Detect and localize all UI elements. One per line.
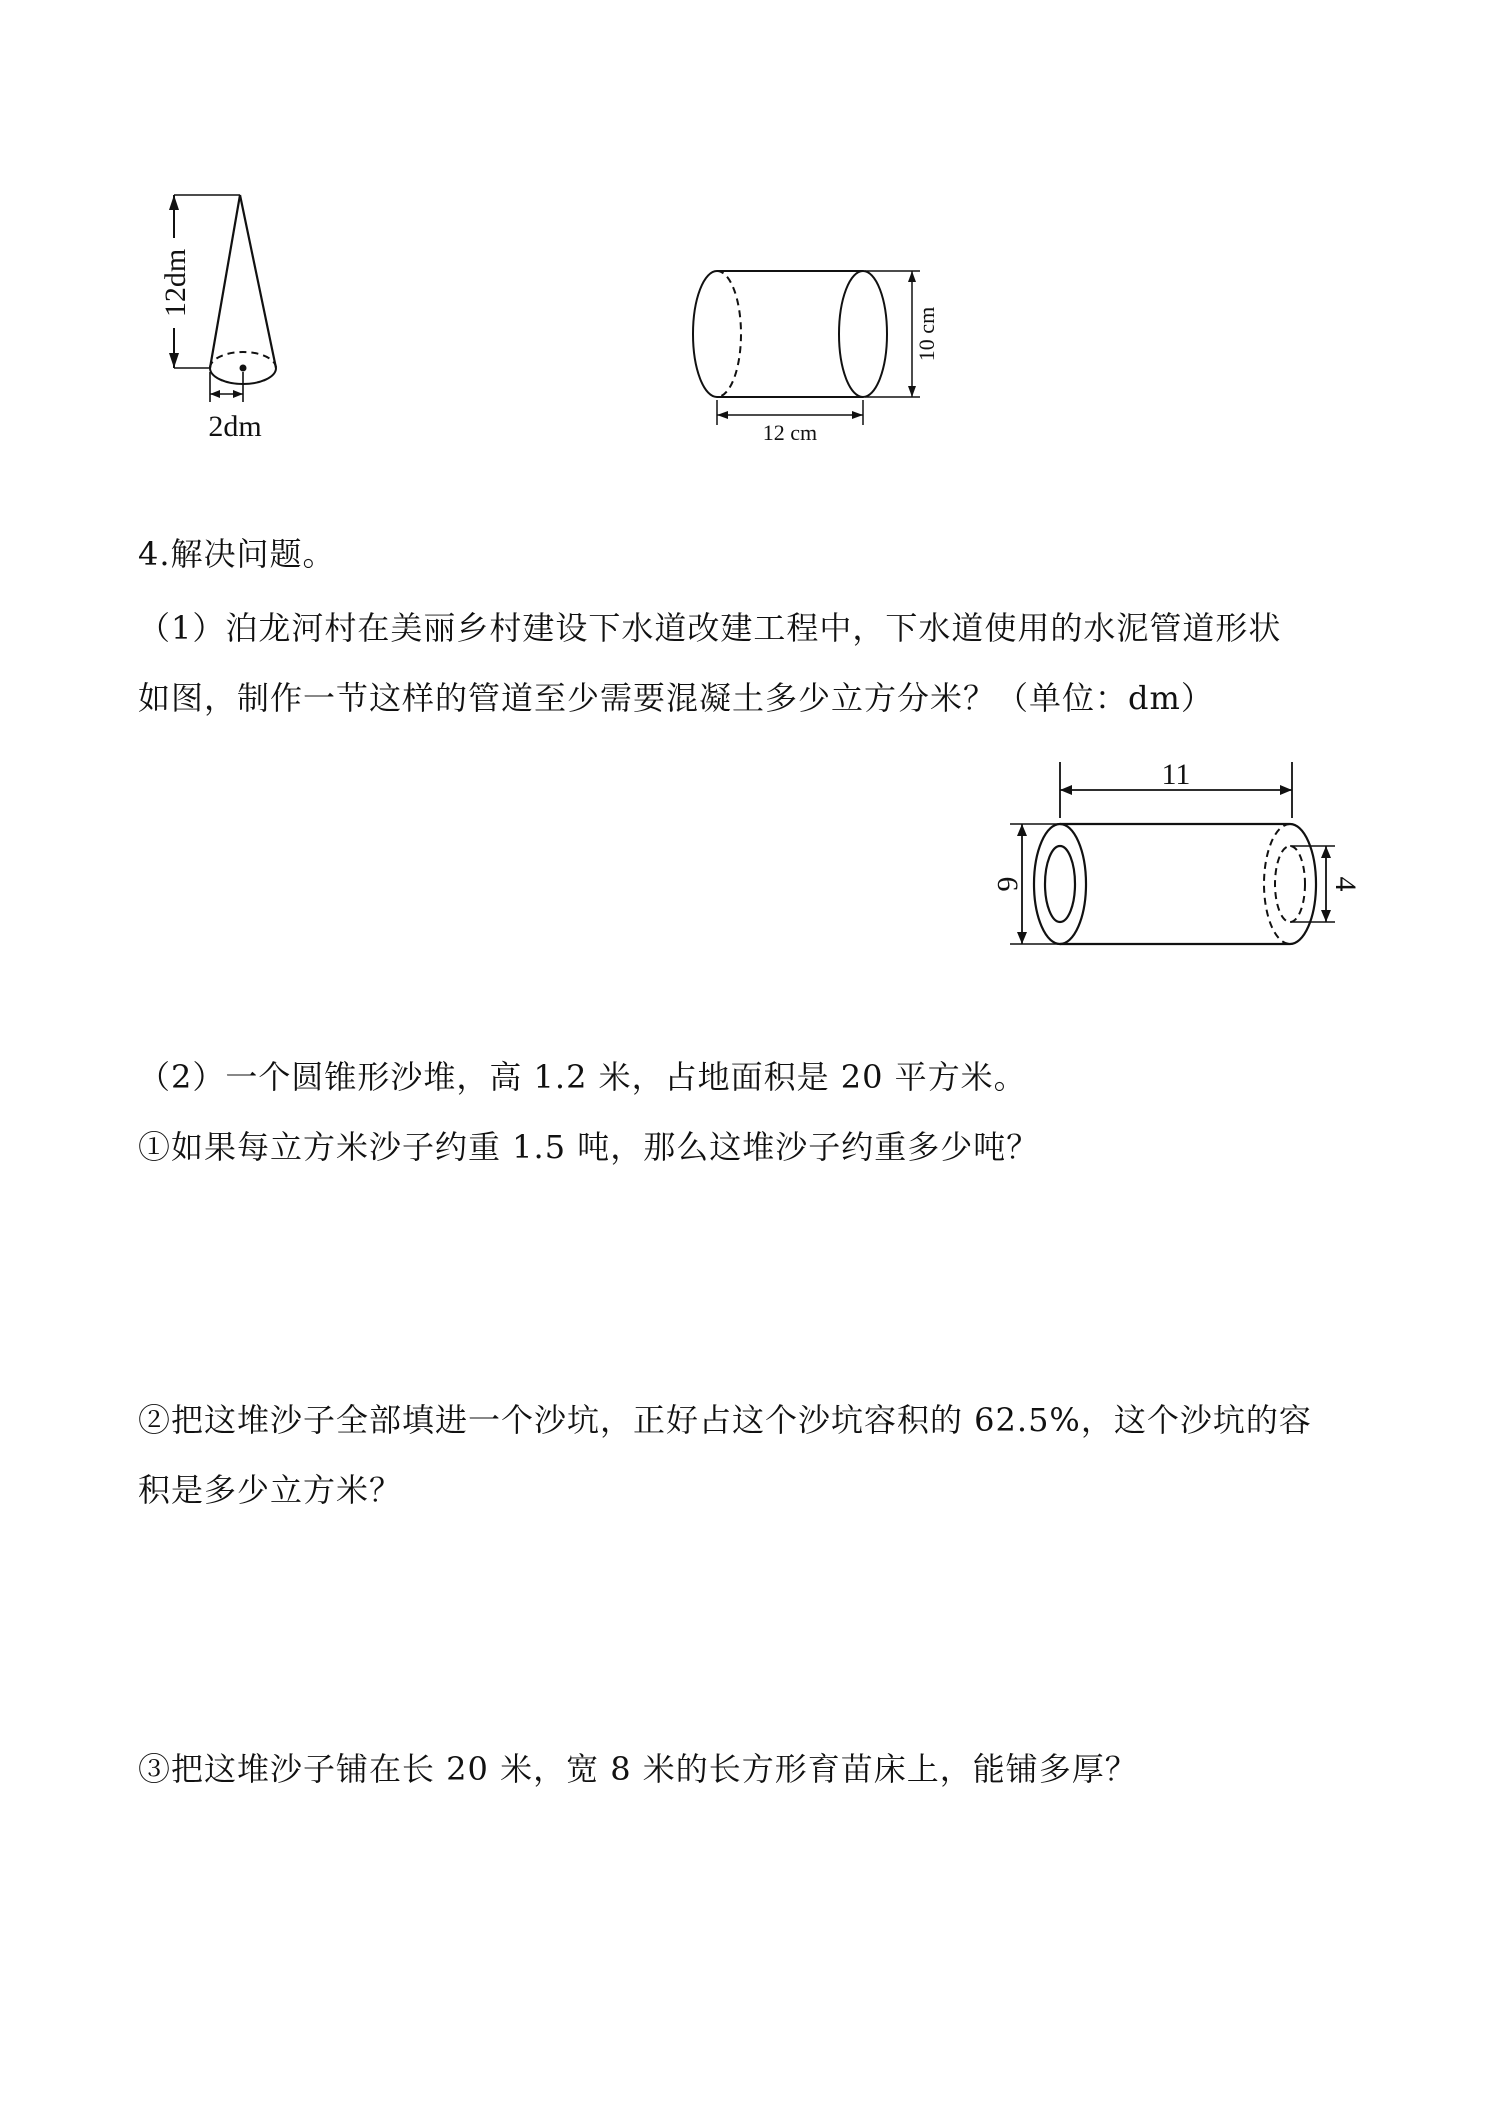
pipe-figure	[990, 760, 1360, 960]
pipe-inner-label: 4	[1329, 876, 1362, 892]
question-2-part-c: ③把这堆沙子铺在长 20 米，宽 8 米的长方形育苗床上，能铺多厚？	[138, 1750, 1138, 1788]
question-2-intro: （2）一个圆锥形沙堆，高 1.2 米，占地面积是 20 平方米。	[138, 1058, 1027, 1096]
cone-figure	[150, 180, 300, 450]
question-2-part-b-line-1: ②把这堆沙子全部填进一个沙坑，正好占这个沙坑容积的 62.5%，这个沙坑的容	[138, 1401, 1312, 1439]
section-heading: 4.解决问题。	[138, 535, 336, 573]
cone-diameter-label: 2dm	[208, 410, 262, 443]
question-1-line-2: 如图，制作一节这样的管道至少需要混凝土多少立方分米？（单位：dm）	[138, 679, 1214, 717]
question-2-part-a: ①如果每立方米沙子约重 1.5 吨，那么这堆沙子约重多少吨？	[138, 1128, 1040, 1166]
cylinder-figure	[680, 250, 970, 450]
cylinder-height-label: 10 cm	[914, 306, 939, 362]
question-2-part-b-line-2: 积是多少立方米？	[138, 1471, 403, 1509]
pipe-length-label: 11	[1161, 758, 1191, 791]
cylinder-length-label: 12 cm	[762, 420, 818, 445]
cone-height-label: 12dm	[159, 248, 192, 318]
pipe-outer-label: 6	[991, 876, 1024, 892]
question-1-line-1: （1）泊龙河村在美丽乡村建设下水道改建工程中，下水道使用的水泥管道形状	[138, 609, 1282, 647]
